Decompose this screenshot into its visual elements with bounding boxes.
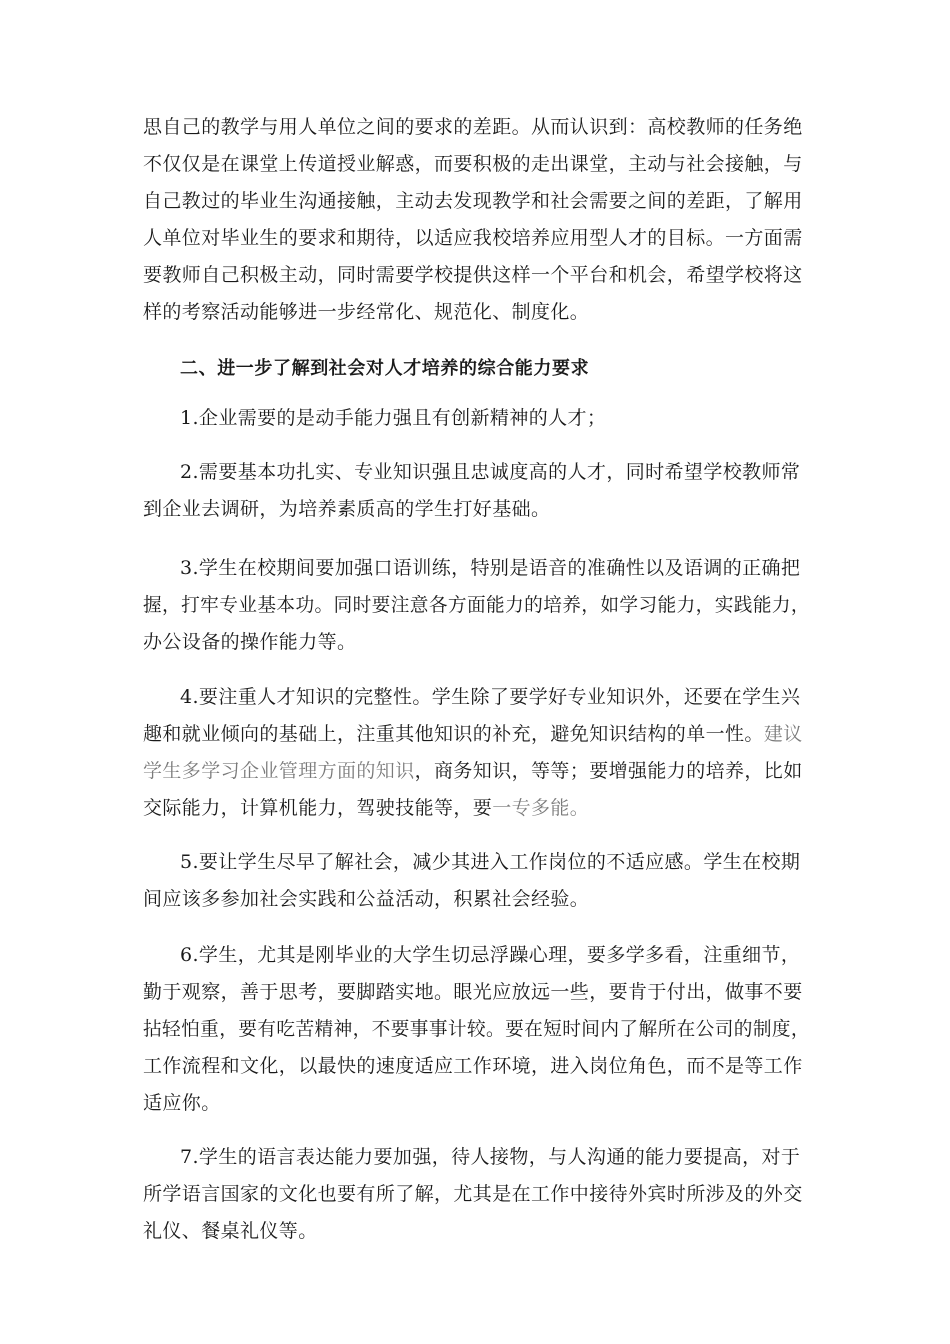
list-item-line: 勤于观察，善于思考，要脚踏实地。眼光应放远一些，要肯于付出，做事不要 [143,981,803,1003]
list-item-line: 所学语言国家的文化也要有所了解，尤其是在工作中接待外宾时所涉及的外交 [143,1183,803,1205]
list-item-line: 到企业去调研，为培养素质高的学生打好基础。 [143,498,551,520]
intro-paragraph-line: 自己教过的毕业生沟通接触，主动去发现教学和社会需要之间的差距，了解用 [143,190,803,212]
list-item-text: 交际能力，计算机能力，驾驶技能等，要 [143,797,493,819]
list-item-line: 拈轻怕重，要有吃苦精神，不要事事计较。要在短时间内了解所在公司的制度， [143,1018,810,1040]
intro-paragraph-line: 不仅仅是在课堂上传道授业解惑，而要积极的走出课堂，主动与社会接触，与 [143,153,803,175]
list-item-line: 适应你。 [143,1092,221,1114]
highlighted-text: 一专多能。 [492,797,590,819]
intro-paragraph-line: 人单位对毕业生的要求和期待，以适应我校培养应用型人才的目标。一方面需 [143,227,803,249]
highlighted-text: 学生多学习企业管理方面的知识 [143,760,415,782]
intro-paragraph-line: 样的考察活动能够进一步经常化、规范化、制度化。 [143,301,590,323]
list-item-line: 工作流程和文化，以最快的速度适应工作环境，进入岗位角色，而不是等工作 [143,1055,803,1077]
list-item-line: 间应该多参加社会实践和公益活动，积累社会经验。 [143,888,590,910]
list-item-line [143,762,803,781]
list-item-line [143,725,803,744]
list-item-line: 握，打牢专业基本功。同时要注意各方面能力的培养，如学习能力，实践能力， [143,594,810,616]
list-item-text: 趣和就业倾向的基础上，注重其他知识的补充，避免知识结构的单一性。 [143,723,764,745]
highlighted-text: 建议 [763,723,803,745]
list-item-line: 6.学生，尤其是刚毕业的大学生切忌浮躁心理，要多学多看，注重细节， [180,944,801,966]
intro-paragraph-line: 要教师自己积极主动，同时需要学校提供这样一个平台和机会，希望学校将这 [143,264,803,286]
list-item-line: 5.要让学生尽早了解社会，减少其进入工作岗位的不适应感。学生在校期 [180,851,801,873]
section-heading: 二、进一步了解到社会对人才培养的综合能力要求 [180,358,590,379]
list-item-line [143,799,589,818]
intro-paragraph-line: 思自己的教学与用人单位之间的要求的差距。从而认识到：高校教师的任务绝 [143,116,803,138]
list-item-line: 1.企业需要的是动手能力强且有创新精神的人才； [180,407,607,429]
list-item-line: 4.要注重人才知识的完整性。学生除了要学好专业知识外，还要在学生兴 [180,686,801,708]
list-item-line: 7.学生的语言表达能力要加强，待人接物，与人沟通的能力要提高，对于 [180,1146,801,1168]
list-item-line: 礼仪、餐桌礼仪等。 [143,1220,318,1242]
list-item-line: 办公设备的操作能力等。 [143,631,357,653]
list-item-text: ，商务知识，等等；要增强能力的培养，比如 [414,760,803,782]
list-item-line: 2.需要基本功扎实、专业知识强且忠诚度高的人才，同时希望学校教师常 [180,461,801,483]
list-item-line: 3.学生在校期间要加强口语训练，特别是语音的准确性以及语调的正确把 [180,557,801,579]
